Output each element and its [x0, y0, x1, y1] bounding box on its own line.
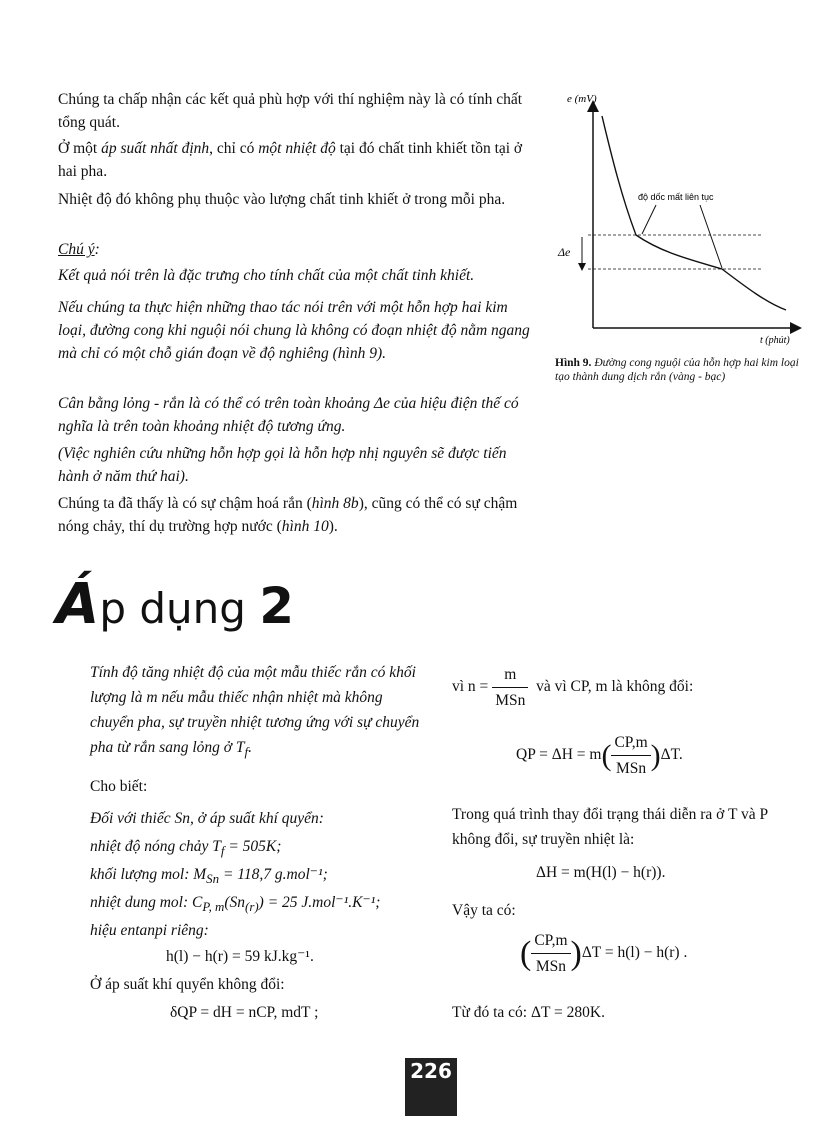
final-equation: ( $\frac{CP,m}{\text{MSn}}$ )ΔT = h(l) − h(r) . — [452, 928, 792, 979]
result-text: Từ đó ta có: ΔT = 280K. — [452, 1004, 605, 1021]
note-2: Nếu chúng ta thực hiện những thao tác nói trên với một hỗn hợp hai kim loại, đường cong khi nguội nói chung là không có đoạn nhiệt độ nằm ngang mà chỉ có một chỗ gián đoạn về độ nghiêng (hình 9). — [58, 299, 530, 362]
note-1: Kết quả nói trên là đặc trưng cho tính chất của một chất tinh khiết. — [58, 267, 475, 284]
heat-equation: δQP = dH = nCP, mdT ; — [170, 1004, 319, 1021]
mass-fraction: $\frac{m}{\text{MSn}}$ — [492, 662, 528, 713]
page-number: 226 — [405, 1058, 457, 1116]
given-5: hiệu entanpi riêng: — [90, 922, 209, 939]
so-we-have: Vậy ta có: — [452, 902, 516, 919]
annotation-pointer-2 — [700, 205, 722, 268]
paragraph-4: Chúng ta đã thấy là có sự chậm hoá rắn (hình 8b), cũng có thể có sự chậm nóng chảy, thí dụ trường hợp nước (hình 10). — [58, 495, 518, 535]
section-title: Áp dụng 2 — [56, 572, 295, 637]
slope-annotation: độ dốc mất liên tục — [638, 192, 714, 202]
cooling-curve-figure — [552, 88, 802, 353]
enthalpy-equation: h(l) − h(r) = 59 kJ.kg⁻¹. — [166, 948, 314, 965]
figure-caption: Hình 9. Đường cong nguội của hỗn hợp hai kim loại tạo thành dung dịch rắn (vàng - bạc) — [555, 357, 799, 383]
delta-label: Δe — [558, 245, 571, 259]
given-1: Đối với thiếc Sn, ở áp suất khí quyển: — [90, 810, 324, 827]
given-3: khối lượng mol: $M_{Sn} = 118,7$ g.mol⁻¹; — [90, 866, 328, 887]
given-label: Cho biết: — [90, 778, 148, 795]
note-3: Cân bằng lỏng - rắn là có thể có trên toàn khoảng Δe của hiệu điện thế có nghĩa là trên toàn khoảng nhiệt độ tương ứng. — [58, 395, 519, 435]
given-4: nhiệt dung mol: $C_{P, m}(Sn_{(r)}) = 25$ J.mol⁻¹.K⁻¹; — [90, 894, 381, 915]
note-label: Chú ý: — [58, 241, 100, 258]
annotation-pointer-1 — [642, 205, 656, 234]
note-4: (Việc nghiên cứu những hỗn hợp gọi là hỗn hợp nhị nguyên sẽ được tiến hành ở năm thứ hai). — [58, 445, 507, 485]
paragraph-3: Nhiệt độ đó không phụ thuộc vào lượng chất tinh khiết ở trong mỗi pha. — [58, 191, 506, 208]
molar-relation: vì n = $\frac{m}{\text{MSn}}$ và vì CP, m là không đổi: — [452, 662, 792, 713]
enthalpy-change-equation: ΔH = m(H(l) − h(r)). — [536, 864, 666, 881]
problem-statement: Tính độ tăng nhiệt độ của một mẫu thiếc rắn có khối lượng là m nếu mẫu thiếc nhận nhiệt mà không chuyển pha, sự truyền nhiệt tương ứng với sự chuyển pha từ rắn sang lỏng ở $T_f$. — [90, 664, 420, 760]
qp-equation: QP = ΔH = m( $\frac{CP,m}{\text{MSn}}$ )ΔT. — [452, 730, 792, 781]
transition-text: Trong quá trình thay đổi trạng thái diễn ra ở T và P không đổi, sự truyền nhiệt là: — [452, 806, 768, 848]
paragraph-2: Ở một áp suất nhất định, chỉ có một nhiệt độ tại đó chất tinh khiết tồn tại ở hai pha. — [58, 140, 523, 180]
cooling-curve — [602, 116, 786, 310]
y-axis-label: e (mV) — [567, 93, 597, 105]
given-2: nhiệt độ nóng chảy $T_f = 505K$; — [90, 838, 282, 859]
x-axis-label: t (phút) — [760, 335, 790, 346]
paragraph-1: Chúng ta chấp nhận các kết quả phù hợp với thí nghiệm này là có tính chất tổng quát. — [58, 91, 523, 131]
atm-text: Ở áp suất khí quyển không đổi: — [90, 976, 285, 993]
